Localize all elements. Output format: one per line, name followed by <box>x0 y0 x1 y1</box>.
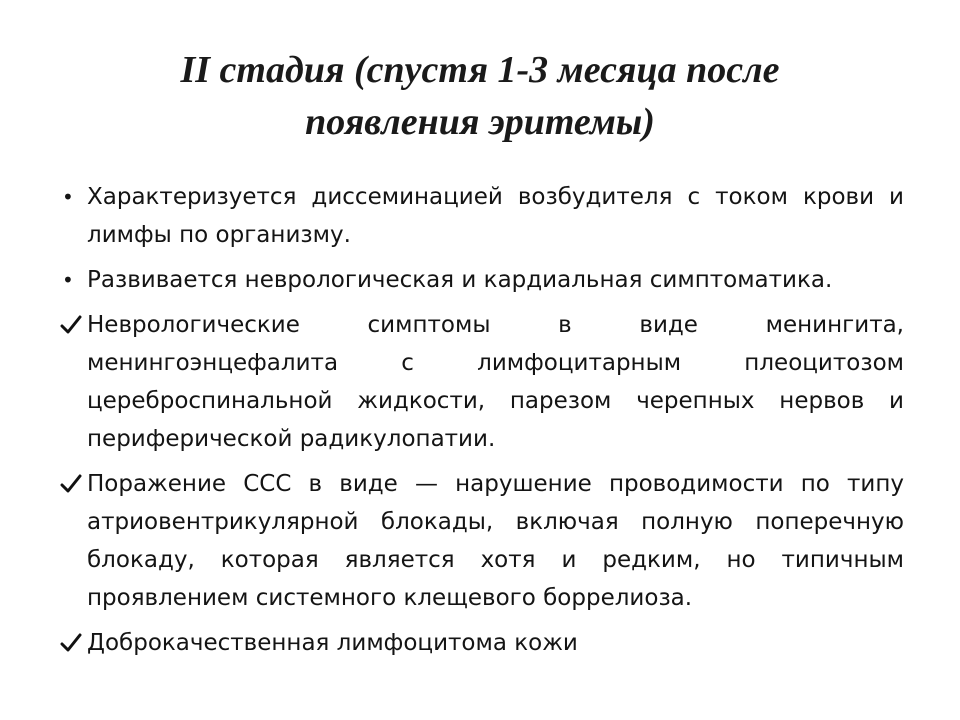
title-line-1: II стадия (спустя 1-3 месяца после <box>180 49 780 91</box>
list-item <box>60 306 904 458</box>
bullet-dot-icon: • <box>62 185 74 209</box>
checkmark-icon <box>60 306 84 335</box>
list-item-text: Характеризуется диссеминацией возбудителя с током крови и лимфы по организму. <box>87 184 904 248</box>
list-item <box>60 261 904 299</box>
list-item <box>60 178 904 254</box>
title-line-2: появления эритемы) <box>305 101 655 143</box>
list-item-text: Неврологические симптомы в виде менингита, менингоэнцефалита с лимфоцитарным плеоцитозом цереброспинальной жидкости, парезом черепных нервов и периферической радикулопатии. <box>87 312 904 452</box>
list-item-text: Доброкачественная лимфоцитома кожи <box>87 630 578 656</box>
list-item <box>60 465 904 617</box>
slide-title <box>60 44 900 148</box>
checkmark-icon <box>60 465 84 494</box>
checkmark-icon <box>60 624 84 653</box>
list-item-text: Развивается неврологическая и кардиальная симптоматика. <box>87 267 833 293</box>
bullet-dot-icon: • <box>62 268 74 292</box>
content-list <box>60 178 904 669</box>
list-item <box>60 624 904 662</box>
list-item-text: Поражение ССС в виде — нарушение проводимости по типу атриовентрикулярной блокады, включая полную поперечную блокаду, которая является хотя и редким, но типичным проявлением системного клещевого боррелиоза. <box>87 471 904 611</box>
